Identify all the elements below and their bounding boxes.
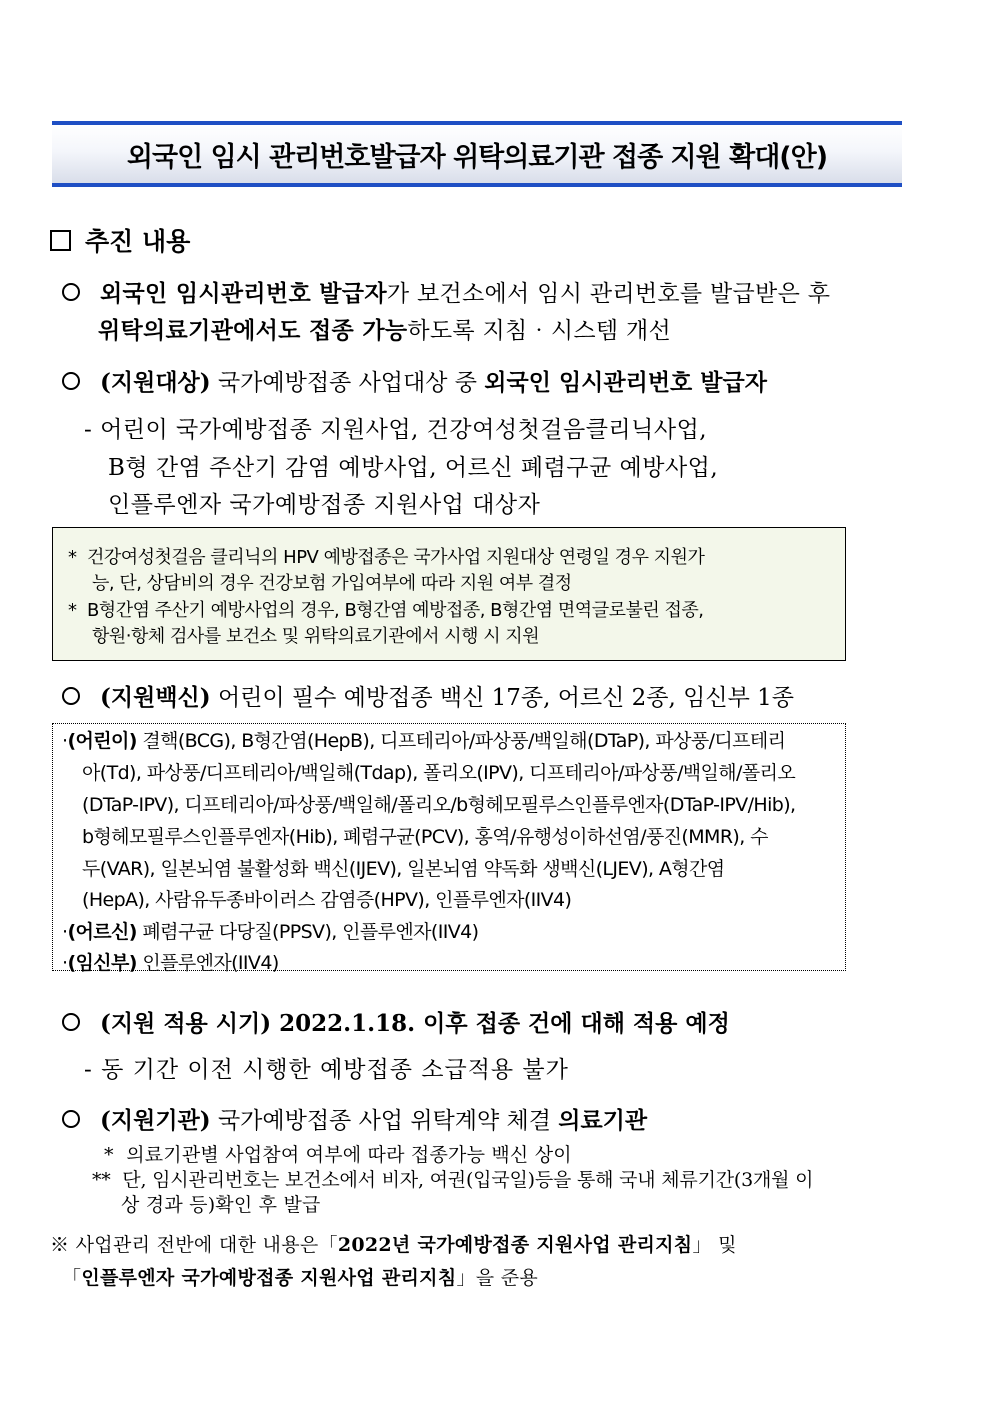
item5-bold: 의료기관 — [558, 1107, 648, 1134]
item1-line1 — [62, 275, 830, 308]
elder-label: (어르신) — [67, 921, 137, 943]
double-asterisk-marker: ** — [92, 1169, 111, 1191]
item1-line2-rest: 하도록 지침‧시스템 개선 — [407, 318, 672, 344]
pregnant-label: (임신부) — [67, 952, 137, 974]
item1-line2 — [98, 312, 671, 345]
child-line3: (DTaP-IPV), 디프테리아/파상풍/백일해/폴리오/b형헤모필루스인플루엔자(DTaP-IPV/Hib), — [82, 794, 796, 816]
item2-sub-line2: B형 간염 주산기 감염 예방사업, 어르신 폐렴구균 예방사업, — [108, 455, 719, 481]
elder-text: 폐렴구균 다당질(PPSV), 인플루엔자(IIV4) — [142, 921, 479, 943]
item5-note2-line1 — [92, 1165, 813, 1192]
item5-label: (지원기관) — [100, 1107, 211, 1134]
footer-post2: 」을 준용 — [456, 1267, 539, 1289]
pregnant-text: 인플루엔자(IIV4) — [142, 952, 279, 974]
note2-line1 — [68, 596, 703, 622]
pregnant-line — [62, 948, 279, 975]
item2-bold: 외국인 임시관리번호 발급자 — [484, 369, 767, 396]
item5-text: 국가예방접종 사업 위탁계약 체결 — [210, 1108, 559, 1134]
note1-line1 — [68, 543, 704, 569]
item2-sub-text1: 어린이 국가예방접종 지원사업, 건강여성첫걸음클리닉사업, — [100, 417, 708, 443]
note1-text1: 건강여성첫걸음 클리닉의 HPV 예방접종은 국가사업 지원대상 연령일 경우 지원가 — [86, 547, 705, 568]
note2-line2: 항원‧항체 검사를 보건소 및 위탁의료기관에서 시행 시 지원 — [92, 626, 540, 647]
dot-marker: ‧ — [62, 730, 68, 752]
item2-sub-line3: 인플루엔자 국가예방접종 지원사업 대상자 — [108, 492, 541, 518]
dot-marker: ‧ — [62, 952, 68, 974]
item5-note1 — [104, 1140, 572, 1167]
footer-bold2: 인플루엔자 국가예방접종 지원사업 관리지침 — [81, 1267, 457, 1289]
item3-text: 어린이 필수 예방접종 백신 17종, 어르신 2종, 임신부 1종 — [210, 685, 794, 711]
asterisk-marker: * — [68, 600, 77, 621]
section-heading-text: 추진 내용 — [85, 227, 191, 256]
child-line2: 아(Td), 파상풍/디프테리아/백일해(Tdap), 폴리오(IPV), 디프테리아/파상풍/백일해/폴리오 — [82, 762, 796, 784]
child-line4: b형헤모필루스인플루엔자(Hib), 폐렴구균(PCV), 홍역/유행성이하선염/풍진(MMR), 수 — [82, 826, 768, 848]
item2-text: 국가예방접종 사업대상 중 — [210, 370, 485, 396]
item3-line — [62, 679, 794, 712]
item4-text: 2022.1.18. 이후 접종 건에 대해 적용 예정 — [279, 1010, 730, 1037]
item4-line — [62, 1005, 730, 1038]
item4-label: (지원 적용 시기) — [100, 1010, 272, 1037]
circle-bullet-icon — [62, 1013, 80, 1031]
item5-line — [62, 1102, 647, 1135]
item4-sub: - 동 기간 이전 시행한 예방접종 소급적용 불가 — [84, 1057, 569, 1083]
item2-label: (지원대상) — [100, 369, 211, 396]
circle-bullet-icon — [62, 372, 80, 390]
footer-bold1: 2022년 국가예방접종 지원사업 관리지침 — [337, 1234, 693, 1256]
child-line1 — [62, 726, 785, 753]
footer-line2 — [62, 1263, 538, 1290]
footer-open-bracket: 「 — [62, 1267, 82, 1289]
circle-bullet-icon — [62, 1110, 80, 1128]
child-label: (어린이) — [67, 730, 137, 752]
asterisk-marker: * — [104, 1144, 114, 1166]
child-line6: (HepA), 사람유두종바이러스 감염증(HPV), 인플루엔자(IIV4) — [82, 889, 572, 911]
page-title: 외국인 임시 관리번호발급자 위탁의료기관 접종 지원 확대(안) — [126, 141, 828, 173]
asterisk-marker: * — [68, 547, 77, 568]
item2-line — [62, 364, 767, 397]
elder-line — [62, 917, 478, 944]
reference-mark-icon: ※ — [50, 1234, 70, 1256]
child-line5: 두(VAR), 일본뇌염 불활성화 백신(IJEV), 일본뇌염 약독화 생백신(LJEV), A형간염 — [82, 858, 725, 880]
item5-note2-text1: 단, 임시관리번호는 보건소에서 비자, 여권(입국일)등을 통해 국내 체류기간(3개월 이 — [122, 1169, 814, 1191]
note2-text1: B형간염 주산기 예방사업의 경우, B형간염 예방접종, B형간염 면역글로불린 접종, — [86, 600, 704, 621]
item1-bold: 외국인 임시관리번호 발급자 — [100, 280, 387, 307]
circle-bullet-icon — [62, 687, 80, 705]
section-heading — [50, 222, 190, 258]
title-banner — [52, 121, 902, 187]
item5-note1-text: 의료기관별 사업참여 여부에 따라 접종가능 백신 상이 — [126, 1144, 572, 1166]
checkbox-square-icon — [50, 230, 71, 251]
dash-marker: - — [84, 417, 93, 443]
item2-sub-line1 — [84, 411, 707, 444]
item1-line2-bold: 위탁의료기관에서도 접종 가능 — [98, 317, 408, 344]
dot-marker: ‧ — [62, 921, 68, 943]
footer-pre: 사업관리 전반에 대한 내용은「 — [75, 1234, 338, 1256]
footer-post1: 」 및 — [692, 1234, 737, 1256]
footer-line1 — [50, 1230, 737, 1257]
child-text1: 결핵(BCG), B형간염(HepB), 디프테리아/파상풍/백일해(DTaP), 파상풍/디프테리 — [142, 730, 786, 752]
circle-bullet-icon — [62, 283, 80, 301]
item5-note2-line2: 상 경과 등)확인 후 발급 — [121, 1194, 321, 1216]
item1-rest: 가 보건소에서 임시 관리번호를 발급받은 후 — [386, 281, 831, 307]
note1-line2: 능, 단, 상담비의 경우 건강보험 가입여부에 따라 지원 여부 결정 — [92, 573, 572, 594]
item3-label: (지원백신) — [100, 684, 211, 711]
